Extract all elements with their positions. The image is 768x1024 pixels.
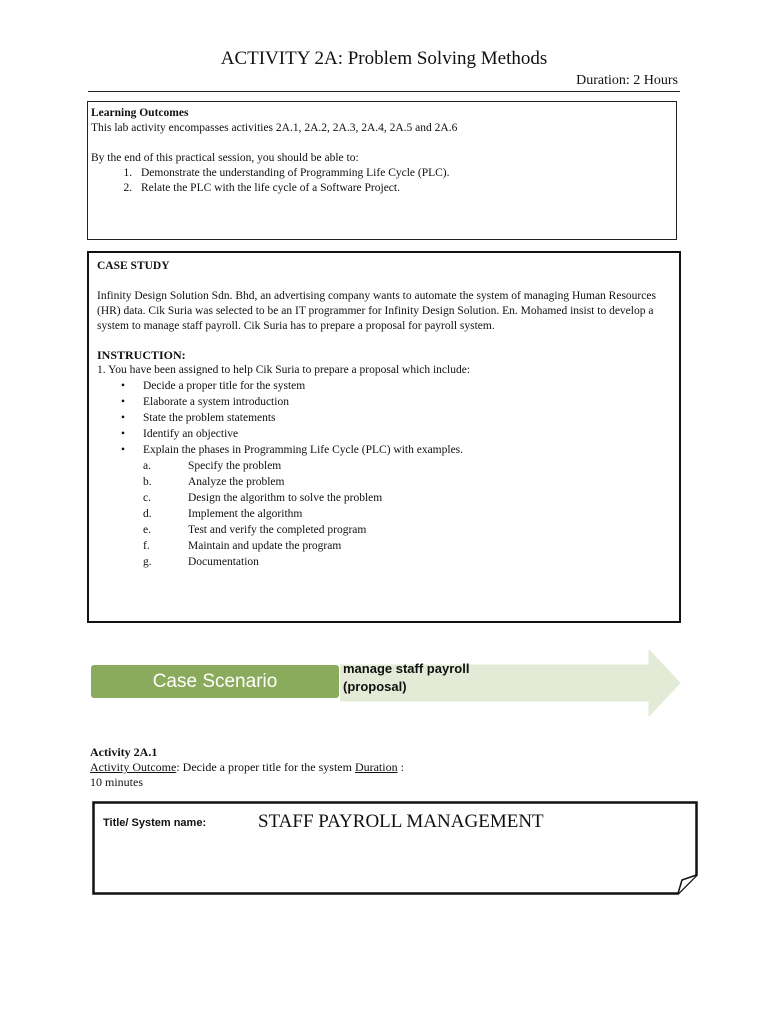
phase-text: Test and verify the completed program <box>188 524 367 536</box>
activity-outcome-line <box>90 760 430 775</box>
list-item: • State the problem statements <box>121 410 671 426</box>
list-item: 1. Demonstrate the understanding of Programming Life Cycle (PLC). <box>135 166 673 181</box>
phase-text: Specify the problem <box>188 460 282 472</box>
scenario-line-2: (proposal) <box>343 679 407 694</box>
phase-text: Maintain and update the program <box>188 540 342 552</box>
phase-text: Implement the algorithm <box>188 508 303 520</box>
list-item: • Explain the phases in Programming Life Cycle (PLC) with examples. <box>121 442 671 458</box>
activity-section <box>90 745 430 790</box>
activity-outcome-text: : Decide a proper title for the system <box>176 760 355 774</box>
list-item <box>143 506 671 522</box>
list-item <box>143 538 671 554</box>
phase-text: Documentation <box>188 556 259 568</box>
title-box-label: Title/ System name: <box>103 817 207 829</box>
activity-duration-label: Duration <box>354 760 398 774</box>
phase-letter: d. <box>143 508 152 520</box>
instruction-text: 1. You have been assigned to help Cik Suria to prepare a proposal which include: <box>97 364 471 376</box>
instruction-heading: INSTRUCTION: <box>97 348 186 362</box>
page-title: ACTIVITY 2A: Problem Solving Methods <box>220 48 548 69</box>
phase-letter: f. <box>143 540 150 552</box>
scenario-text <box>343 660 469 696</box>
learning-outcomes-heading: Learning Outcomes <box>91 107 189 119</box>
case-study-heading: CASE STUDY <box>97 260 170 272</box>
learning-outcomes-list <box>91 166 673 196</box>
header-rule <box>88 91 680 92</box>
list-item: • Decide a proper title for the system <box>121 378 671 394</box>
learning-outcomes-box <box>87 101 677 240</box>
phase-text: Design the algorithm to solve the problem <box>188 492 383 504</box>
activity-outcome-label: Activity Outcome <box>90 760 177 774</box>
scenario-line-1: manage staff payroll <box>343 661 470 676</box>
phase-text: Analyze the problem <box>188 476 285 488</box>
list-item <box>143 474 671 490</box>
learning-outcomes-intro: This lab activity encompasses activities 2A.1, 2A.2, 2A.3, 2A.4, 2A.5 and 2A.6 <box>91 122 458 134</box>
activity-heading: Activity 2A.1 <box>90 745 158 759</box>
list-item <box>143 522 671 538</box>
phase-letter: e. <box>143 524 151 536</box>
duration-text: Duration: 2 Hours <box>576 73 678 88</box>
phase-letter: a. <box>143 460 151 472</box>
case-study-paragraph: Infinity Design Solution Sdn. Bhd, an advertising company wants to automate the system of managing Human Resources (HR) data. Cik Suria was selected to be an IT programmer for Infinity Design Solution. En. Mohamed insist to develop a system to manage staff payroll. Cik Suria has to prepare a proposal for payroll system. <box>97 290 656 332</box>
activity-duration-sep: : <box>397 760 404 774</box>
list-item <box>143 554 671 570</box>
case-study-box <box>87 251 681 623</box>
activity-duration-value: 10 minutes <box>90 775 143 789</box>
phase-letter: b. <box>143 476 152 488</box>
phase-letter: c. <box>143 492 151 504</box>
list-item: 2. Relate the PLC with the life cycle of a Software Project. <box>135 181 673 196</box>
list-item <box>143 458 671 474</box>
list-item <box>143 490 671 506</box>
system-name-value: STAFF PAYROLL MANAGEMENT <box>258 811 544 832</box>
learning-outcomes-by-end: By the end of this practical session, you should be able to: <box>91 152 359 164</box>
phase-letter: g. <box>143 556 152 568</box>
case-scenario-label: Case Scenario <box>91 665 339 698</box>
list-item: • Elaborate a system introduction <box>121 394 671 410</box>
instruction-bullets <box>97 378 671 458</box>
list-item: • Identify an objective <box>121 426 671 442</box>
plc-phases-list <box>97 458 671 570</box>
